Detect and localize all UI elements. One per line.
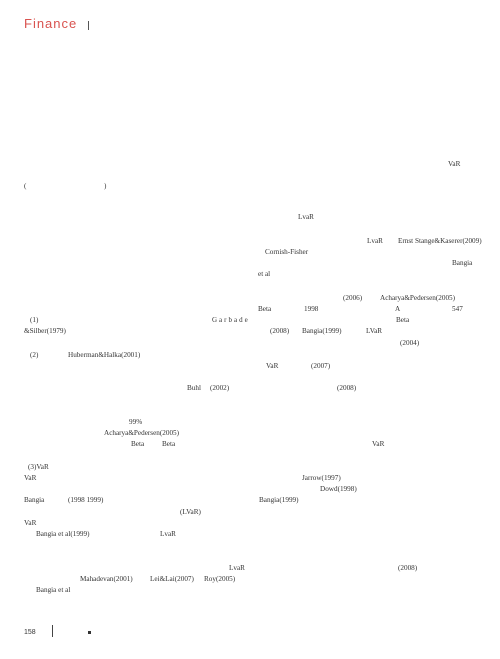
- text-fragment: Beta: [396, 316, 410, 324]
- text-fragment: Huberman&Halka(2001): [68, 351, 141, 359]
- text-fragment: Lei&Lai(2007): [150, 575, 194, 583]
- text-fragment: Beta: [258, 305, 272, 313]
- text-fragment: &Silber(1979): [24, 327, 66, 335]
- text-fragment: 1998: [304, 305, 319, 313]
- text-fragment: Buhl: [187, 384, 201, 392]
- text-fragment: VaR: [448, 160, 461, 168]
- text-fragment: Mahadevan(2001): [80, 575, 133, 583]
- text-fragment: (1998 1999): [68, 496, 104, 504]
- text-fragment: (2007): [311, 362, 331, 370]
- text-fragment: Bangia et al(1999): [36, 530, 90, 538]
- text-fragment: Beta: [162, 440, 176, 448]
- text-fragment: (: [24, 182, 27, 190]
- text-fragment: (2002): [210, 384, 230, 392]
- text-fragment: Bangia(1999): [259, 496, 299, 504]
- footer-bullet-icon: [88, 631, 91, 634]
- text-fragment: (3)VaR: [28, 463, 49, 471]
- text-fragment: ): [104, 182, 107, 190]
- text-fragment: (LVaR): [180, 508, 201, 516]
- text-fragment: (1): [30, 316, 39, 324]
- page-number: 158: [24, 629, 36, 636]
- text-fragment: Bangia et al: [36, 586, 71, 594]
- text-fragment: LvaR: [367, 237, 383, 245]
- text-fragment: 547: [452, 305, 463, 313]
- text-fragment: VaR: [372, 440, 385, 448]
- text-fragment: LvaR: [298, 213, 314, 221]
- text-fragment: (2006): [343, 294, 363, 302]
- text-fragment: VaR: [266, 362, 279, 370]
- footer-divider: [52, 625, 53, 637]
- text-fragment: LvaR: [160, 530, 176, 538]
- text-fragment: 99%: [129, 418, 143, 426]
- text-fragment: A: [395, 305, 401, 313]
- text-fragment: (2004): [400, 339, 420, 347]
- text-fragment: LVaR: [366, 327, 383, 335]
- text-fragment: (2008): [270, 327, 290, 335]
- text-fragment: VaR: [24, 474, 37, 482]
- text-fragment: Dowd(1998): [320, 485, 357, 493]
- text-fragment: Cornish-Fisher: [265, 248, 309, 256]
- text-fragment: Bangia: [452, 259, 473, 267]
- text-fragment: (2008): [398, 564, 418, 572]
- text-fragment: Jarrow(1997): [302, 474, 341, 482]
- section-header: Finance: [24, 16, 78, 31]
- header-divider: [88, 21, 89, 30]
- text-fragment: (2): [30, 351, 39, 359]
- text-fragment: Garbade: [212, 316, 250, 324]
- text-fragment: Bangia: [24, 496, 45, 504]
- text-fragment: Ernst Stange&Kaserer(2009): [398, 237, 482, 245]
- text-fragment: VaR: [24, 519, 37, 527]
- text-fragment: Acharya&Pedersen(2005): [104, 429, 180, 437]
- text-fragment: et al: [258, 270, 271, 278]
- text-fragment: Beta: [131, 440, 145, 448]
- text-fragment: Bangia(1999): [302, 327, 342, 335]
- text-fragment: LvaR: [229, 564, 245, 572]
- text-fragment: Roy(2005): [204, 575, 236, 583]
- text-fragment: (2008): [337, 384, 357, 392]
- text-fragment: Acharya&Pedersen(2005): [380, 294, 456, 302]
